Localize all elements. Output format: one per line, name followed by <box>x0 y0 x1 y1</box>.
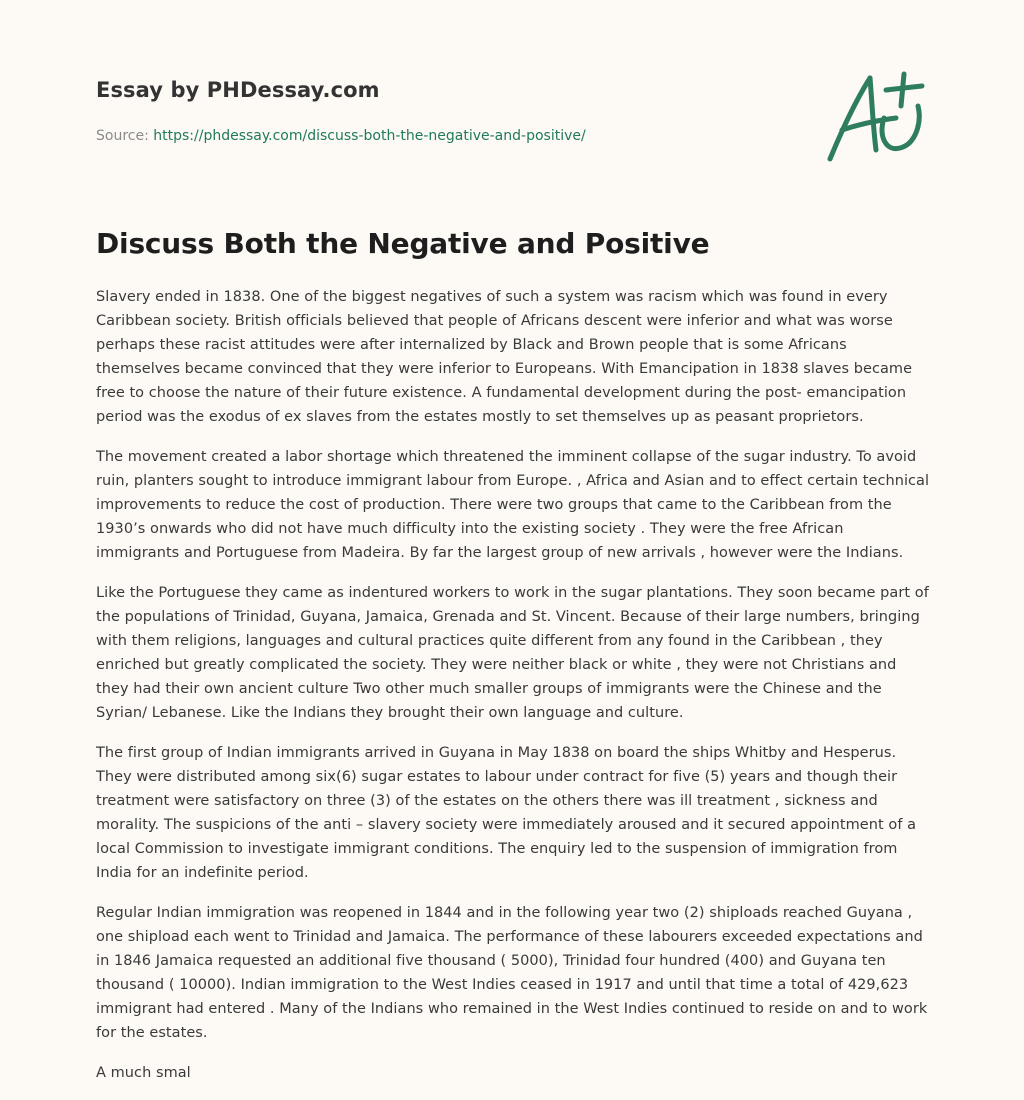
paragraph: Slavery ended in 1838. One of the biggest negatives of such a system was racism which was found in every Caribbean society. British officials believed that people of Africans descent were inferior and what was worse perhaps these racist attitudes were after internalized by Black and Brown people that is some Africans themselves became convinced that they were inferior to Europeans. With Emancipation in 1838 slaves became free to choose the nature of their future existence. A fundamental development during the post- emancipation period was the exodus of ex slaves from the estates mostly to set themselves up as peasant proprietors. <box>96 289 913 425</box>
source-line <box>96 126 796 146</box>
paragraph: The first group of Indian immigrants arrived in Guyana in May 1838 on board the ships Whitby and Hesperus. They were distributed among six(6) sugar estates to labour under contract for five (5) years and though their treatment were satisfactory on three (3) of the estates on the others there was ill treatment , sickness and morality. The suspicions of the anti – slavery society were immediately aroused and it secured appointment of a local Commission to investigate immigrant conditions. The enquiry led to the suspension of immigration from India for an indefinite period. <box>96 745 917 881</box>
paragraph: Regular Indian immigration was reopened in 1844 and in the following year two (2) shiploads reached Guyana , one shipload each went to Trinidad and Jamaica. The performance of these labourers exceeded expectations and in 1846 Jamaica requested an additional five thousand ( 5000), Trinidad four hundred (400) and Guyana ten thousand ( 10000). Indian immigration to the West Indies ceased in 1917 and until that time a total of 429,623 immigrant had entered . Many of the Indians who remained in the West Indies continued to reside on and to work for the estates. <box>96 905 928 1041</box>
article-body <box>96 285 930 1100</box>
paragraph: A much smal <box>96 1065 191 1081</box>
paragraph: Like the Portuguese they came as indentured workers to work in the sugar plantations. They soon became part of the populations of Trinidad, Guyana, Jamaica, Grenada and St. Vincent. Because of their large numbers, bringing with them religions, languages and cultural practices quite different from any found in the Caribbean , they enriched but greatly complicated the society. They were neither black or white , they were not Christians and they had their own ancient culture Two other much smaller groups of immigrants were the Chinese and the Syrian/ Lebanese. Like the Indians they brought their own language and culture. <box>96 585 929 721</box>
page-header <box>96 72 796 146</box>
a-plus-logo-icon <box>820 66 932 166</box>
brand-title: Essay by PHDessay.com <box>96 78 380 102</box>
paragraph: The movement created a labor shortage which threatened the imminent collapse of the sugar industry. To avoid ruin, planters sought to introduce immigrant labour from Europe. , Africa and Asian and to effect certain technical improvements to reduce the cost of production. There were two groups that came to the Caribbean from the 1930’s onwards who did not have much difficulty into the existing society . They were the free African immigrants and Portuguese from Madeira. By far the largest group of new arrivals , however were the Indians. <box>96 449 930 561</box>
source-link[interactable]: https://phdessay.com/discuss-both-the-negative-and-positive/ <box>153 128 586 144</box>
page-title: Discuss Both the Negative and Positive <box>96 227 710 260</box>
source-label: Source: <box>96 128 149 144</box>
